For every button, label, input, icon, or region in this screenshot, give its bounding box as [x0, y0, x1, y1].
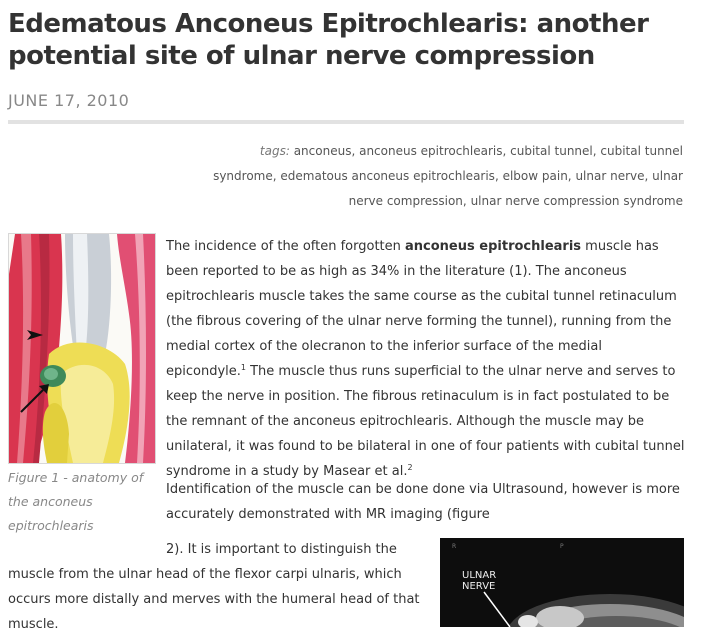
mri-label-line2: NERVE [462, 581, 496, 592]
tag-link[interactable]: anconeus epitrochlearis, [359, 144, 507, 158]
figure-caption: Figure 1 - anatomy of the anconeus epitrochlearis [8, 470, 144, 533]
tag-link[interactable]: edematous anconeus epitrochlearis, [280, 169, 499, 183]
anatomy-illustration[interactable] [8, 233, 156, 464]
tag-list [200, 139, 683, 214]
bold-term: anconeus epitrochlearis [405, 239, 582, 254]
body-paragraph-2: Identification of the muscle can be done done via Ultrasound, however is more accurately demonstrated with MR imaging (figure [166, 482, 680, 522]
body-paragraph-1 [166, 234, 686, 484]
body-paragraph-3-start: 2). It is important to distinguish the [166, 542, 397, 557]
anatomy-drawing [9, 234, 155, 463]
tag-link[interactable]: cubital tunnel syndrome, [213, 144, 683, 183]
footnote-ref[interactable]: 1 [240, 363, 246, 372]
post-date: JUNE 17, 2010 [8, 91, 130, 110]
post-title: Edematous Anconeus Epitrochlearis: another potential site of ulnar nerve compression [8, 9, 649, 71]
header-divider [8, 120, 684, 124]
tag-link[interactable]: ulnar nerve compression, [348, 169, 683, 208]
tag-link[interactable]: cubital tunnel, [510, 144, 597, 158]
tag-link[interactable]: anconeus, [293, 144, 356, 158]
paragraph-text: muscle has been reported to be as high as 34% in the literature (1). The anconeus epitrochlearis muscle takes the same course as the cubital tunnel retinaculum (the fibrous covering of the ulnar nerve forming the tunnel), running from the medial cortex of the olecranon to the inferior surface of the medial epicondyle. [166, 239, 677, 379]
footnote-ref[interactable]: 2 [407, 463, 413, 472]
mri-corner-left: R [452, 543, 457, 550]
mri-corner-right: P [560, 543, 564, 550]
paragraph-text: The incidence of the often forgotten [166, 239, 406, 254]
tag-link[interactable]: ulnar nerve compression syndrome [470, 194, 683, 208]
mri-label-line1: ULNAR [462, 570, 497, 581]
tag-link[interactable]: elbow pain, [502, 169, 572, 183]
tag-link[interactable]: ulnar nerve, [575, 169, 649, 183]
mri-scan [440, 538, 684, 627]
paragraph-text: The muscle thus runs superficial to the ulnar nerve and serves to keep the nerve in position. The fibrous retinaculum is in fact postulated to be the remnant of the anconeus epitrochlearis. Although the muscle may be unilateral, it was found to be bilateral in one of four patients with cubital tunnel syndrome in a study by Masear et al. [166, 364, 685, 479]
mri-image[interactable] [440, 538, 684, 627]
tags-label: tags: [259, 144, 290, 158]
body-paragraph-3-rest: muscle from the ulnar head of the flexor carpi ulnaris, which occurs more distally and merves with the humeral head of that muscle. [8, 567, 420, 632]
